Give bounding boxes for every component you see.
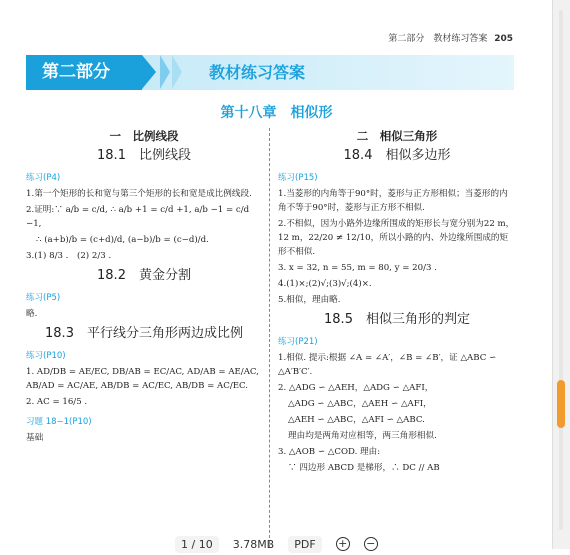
answer-item: 1.相似. 提示:根据 ∠A = ∠A′，∠B = ∠B′，证 △ABC ∽ △A′B′C′. bbox=[278, 353, 497, 377]
subsection-title: 18.5 相似三角形的判定 bbox=[324, 312, 470, 327]
answer-item: 5.相似，理由略. bbox=[278, 295, 341, 305]
scrollbar-thumb[interactable] bbox=[557, 380, 565, 428]
answer-item: 理由均是两角对应相等，两三角形相似. bbox=[288, 431, 437, 441]
header-title: 教材练习答案 bbox=[433, 34, 488, 44]
format-label: PDF bbox=[288, 536, 321, 553]
exercise-label: 练习(P5) bbox=[26, 293, 61, 303]
exercise-label: 练习(P10) bbox=[26, 351, 66, 361]
answer-item: 2. △ADG ∽ △AEH，△ADG ∽ △AFI， bbox=[278, 383, 434, 393]
answer-item: 2. AC = 16/5 . bbox=[26, 397, 88, 407]
viewer-toolbar bbox=[175, 533, 378, 555]
answer-item: 3. △AOB ∽ △COD. 理由: bbox=[278, 447, 381, 457]
page-indicator[interactable]: 1 / 10 bbox=[175, 536, 219, 553]
page-header bbox=[388, 31, 513, 44]
zoom-out-icon[interactable]: − bbox=[364, 537, 378, 551]
answer-item: 2.证明:∵ a/b = c/d, ∴ a/b +1 = c/d +1, a/b −1 = c/d −1, bbox=[26, 205, 250, 229]
answer-item: 1.第一个矩形的长和宽与第三个矩形的长和宽是成比例线段. bbox=[26, 189, 252, 199]
chevron-decoration bbox=[160, 55, 170, 89]
answer-item: ∵ 四边形 ABCD 是梯形，∴ DC // AB bbox=[288, 463, 440, 473]
subsection-title: 18.3 平行线分三角形两边成比例 bbox=[45, 326, 243, 341]
chapter-title: 第十八章 相似形 bbox=[220, 105, 333, 121]
exercise-label: 练习(P4) bbox=[26, 173, 61, 183]
exercise-label: 练习(P21) bbox=[278, 337, 318, 347]
subsection-title: 18.1 比例线段 bbox=[97, 148, 191, 163]
file-size: 3.78MB bbox=[232, 537, 275, 551]
answer-item: △ADG ∽ △ABC，△AEH ∽ △AFI， bbox=[288, 399, 432, 409]
scrollbar-track bbox=[559, 10, 563, 530]
banner-tag: 第二部分 bbox=[26, 55, 142, 90]
answer-item: 1.当菱形的内角等于90°时，菱形与正方形相似；当菱形的内角不等于90°时，菱形与正方形不相似. bbox=[278, 189, 508, 213]
banner-title: 教材练习答案 bbox=[209, 63, 306, 82]
answer-item: 3.(1) 8/3 . (2) 2/3 . bbox=[26, 251, 112, 261]
section-title: 一 比例线段 bbox=[109, 129, 179, 143]
column-divider bbox=[269, 128, 270, 548]
vertical-scrollbar[interactable] bbox=[552, 0, 570, 549]
zoom-in-icon[interactable]: + bbox=[336, 537, 350, 551]
chevron-decoration bbox=[172, 55, 182, 89]
answer-item: 2.不相似，因为小路外边缘所围成的矩形长与宽分别为22 m，12 m，22/20 ≠ 12/10，所以小路的内、外边缘所围成的矩形不相似. bbox=[278, 219, 515, 257]
answer-item: 4.(1)×;(2)√;(3)√;(4)×. bbox=[278, 279, 372, 289]
answer-item: △AEH ∽ △ABC，△AFI ∽ △ABC. bbox=[288, 415, 425, 425]
answer-item: 3. x = 32, n = 55, m = 80, y = 20/3 . bbox=[278, 263, 437, 273]
section-title: 二 相似三角形 bbox=[356, 129, 438, 143]
answer-item: ∴ (a+b)/b = (c+d)/d, (a−b)/b = (c−d)/d. bbox=[36, 235, 209, 245]
page-number: 205 bbox=[494, 34, 513, 44]
part-banner bbox=[26, 55, 514, 90]
basic-label: 基础 bbox=[26, 433, 44, 443]
exercise-label: 练习(P15) bbox=[278, 173, 318, 183]
header-section: 第二部分 bbox=[388, 34, 425, 44]
answer-text: 略. bbox=[26, 309, 38, 319]
right-column bbox=[278, 128, 516, 477]
subsection-title: 18.4 相似多边形 bbox=[343, 148, 451, 163]
answer-item: 1. AD/DB = AE/EC, DB/AB = EC/AC, AD/AB = AE/AC, AB/AD = AC/AE, AB/DB = AC/EC, AB/DB = AC/EC. bbox=[26, 367, 259, 391]
exercise-label: 习题 18−1(P10) bbox=[26, 417, 92, 427]
subsection-title: 18.2 黄金分割 bbox=[97, 268, 191, 283]
left-column bbox=[26, 128, 262, 447]
